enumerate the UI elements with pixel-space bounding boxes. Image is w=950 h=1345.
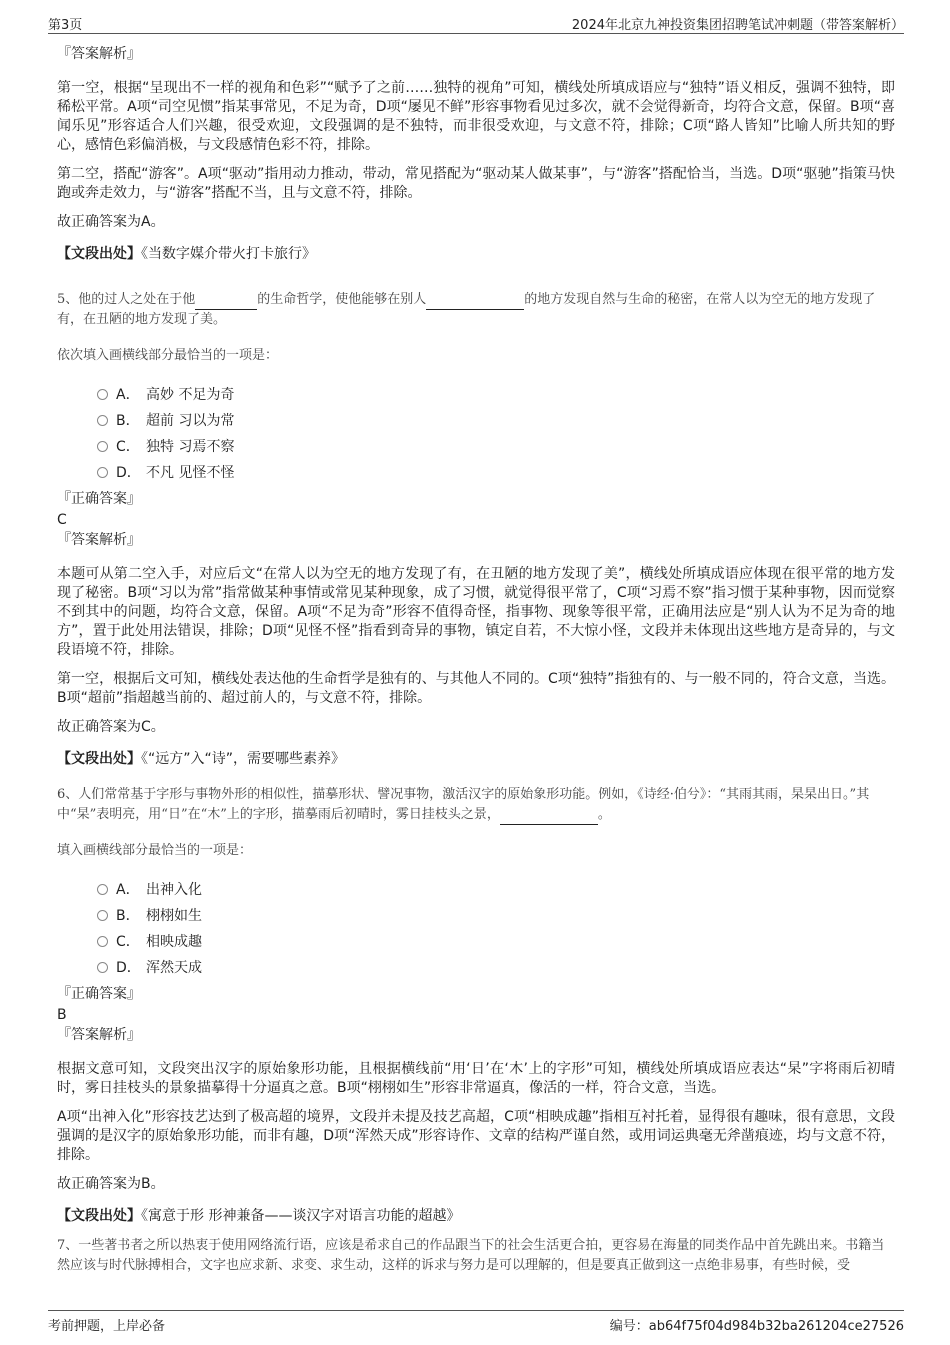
radio-icon[interactable] xyxy=(97,884,108,895)
option-letter: D． xyxy=(116,960,141,976)
document-id: 编号：ab64f75f04d984b32ba261204ce27526 xyxy=(609,1319,904,1334)
analysis-label: 『答案解析』 xyxy=(57,532,141,548)
options-list xyxy=(97,876,895,980)
options-list xyxy=(97,381,895,485)
source-tag: 【文段出处】 xyxy=(57,246,141,262)
fill-blank xyxy=(500,810,598,825)
source-tag: 【文段出处】 xyxy=(57,751,141,767)
fill-blank xyxy=(426,295,524,310)
option-text: 浑然天成 xyxy=(146,960,202,976)
footer-slogan: 考前押题，上岸必备 xyxy=(48,1319,166,1334)
page-header xyxy=(48,12,904,34)
radio-icon[interactable] xyxy=(97,936,108,947)
option-d[interactable] xyxy=(97,459,895,485)
option-text: 高妙 不足为奇 xyxy=(146,387,235,403)
source-citation xyxy=(57,244,895,264)
option-a[interactable] xyxy=(97,381,895,407)
option-c[interactable] xyxy=(97,928,895,954)
option-b[interactable] xyxy=(97,902,895,928)
option-text: 栩栩如生 xyxy=(146,908,202,924)
page-footer xyxy=(48,1310,904,1334)
option-letter: A． xyxy=(116,882,140,898)
option-text: 出神入化 xyxy=(146,882,202,898)
source-citation xyxy=(57,749,895,769)
analysis-label: 『答案解析』 xyxy=(57,1027,141,1043)
option-a[interactable] xyxy=(97,876,895,902)
analysis-paragraph: 第一空，根据后文可知，横线处表达他的生命哲学是独有的、与其他人不同的。C项“独特”指独有的、与一般不同的，符合文意，当选。B项“超前”指超越当前的、超过前人的，与文意不符，排除。 xyxy=(57,671,895,706)
option-letter: C． xyxy=(116,934,140,950)
analysis-label: 『答案解析』 xyxy=(57,46,141,62)
source-title: 《“远方”入“诗”，需要哪些素养》 xyxy=(141,751,346,767)
analysis-conclusion: 故正确答案为C。 xyxy=(57,719,165,735)
radio-icon[interactable] xyxy=(97,467,108,478)
option-letter: A． xyxy=(116,387,140,403)
analysis-paragraph: 第一空，根据“呈现出不一样的视角和色彩”“赋予了之前……独特的视角”可知，横线处所填成语应与“独特”语义相反，强调不独特，即稀松平常。A项“司空见惯”指某事常见，不足为奇，D项“屡见不鲜”形容事物看见过多次，就不会觉得新奇，均符合文意，保留。B项“喜闻乐见”形容适合人们兴趣，很受欢迎，文段强调的是不独特，而非很受欢迎，与文意不符，排除；C项“路人皆知”比喻人所共知的野心，感情色彩偏消极，与文段感情色彩不符，排除。 xyxy=(57,80,895,153)
option-c[interactable] xyxy=(97,433,895,459)
source-tag: 【文段出处】 xyxy=(57,1208,141,1224)
source-title: 《寓意于形 形神兼备——谈汉字对语言功能的超越》 xyxy=(141,1208,461,1224)
option-text: 相映成趣 xyxy=(146,934,202,950)
option-text: 不凡 见怪不怪 xyxy=(146,465,235,481)
question-text: 的地方发现自然与生命的秘密，在常人以为空无的地方发现了有，在丑陋的地方发现了美。 xyxy=(57,292,876,327)
radio-icon[interactable] xyxy=(97,910,108,921)
page-number: 第3页 xyxy=(48,18,83,33)
correct-answer: B xyxy=(57,1007,67,1023)
document-title: 2024年北京九神投资集团招聘笔试冲刺题（带答案解析） xyxy=(571,18,904,33)
question-7: 7、一些著书者之所以热衷于使用网络流行语，应该是希求自己的作品跟当下的社会生活更合拍，更容易在海量的同类作品中首先跳出来。书籍当然应该与时代脉搏相合，文字也应求新、求变、求生动，这样的诉求与努力是可以理解的，但是要真正做到这一点绝非易事，有些时候，受 xyxy=(57,1238,885,1273)
analysis-conclusion: 故正确答案为A。 xyxy=(57,214,165,230)
radio-icon[interactable] xyxy=(97,415,108,426)
question-text: 的生命哲学，使他能够在别人 xyxy=(257,292,427,307)
question-5 xyxy=(57,290,895,330)
question-6 xyxy=(57,785,895,825)
option-b[interactable] xyxy=(97,407,895,433)
question-text: 5、他的过人之处在于他 xyxy=(57,292,196,307)
analysis-paragraph: 第二空，搭配“游客”。A项“驱动”指用动力推动，带动，常见搭配为“驱动某人做某事”，与“游客”搭配恰当，当选。D项“驱驰”指策马快跑或奔走效力，与“游客”搭配不当，且与文意不符，排除。 xyxy=(57,166,895,201)
analysis-paragraph: 本题可从第二空入手，对应后文“在常人以为空无的地方发现了有，在丑陋的地方发现了美”，横线处所填成语应体现在很平常的地方发现了秘密。B项“习以为常”指常做某种事情或常见某种现象，成了习惯，就觉得很平常了，C项“习焉不察”指习惯于某种事物，因而觉察不到其中的问题，均符合文意，保留。A项“不足为奇”形容不值得奇怪，指事物、现象等很平常，正确用法应是“别人认为不足为奇的地方”，置于此处用法错误，排除；D项“见怪不怪”指看到奇异的事物，镇定自若，不大惊小怪，文段并未体现出这些地方是奇异的，与文段语境不符，排除。 xyxy=(57,566,895,658)
radio-icon[interactable] xyxy=(97,962,108,973)
option-text: 超前 习以为常 xyxy=(146,413,235,429)
question-text: 6、人们常常基于字形与事物外形的相似性，描摹形状、譬况事物，激活汉字的原始象形功能。例如，《诗经·伯兮》：“其雨其雨，杲杲出日。”其中“杲”表明亮，用“日”在“木”上的字形，描摹雨后初晴时，雾日挂枝头之景， xyxy=(57,787,870,822)
option-letter: B． xyxy=(116,413,140,429)
correct-answer-label: 『正确答案』 xyxy=(57,986,141,1002)
question-text: 。 xyxy=(597,807,611,822)
radio-icon[interactable] xyxy=(97,441,108,452)
source-title: 《当数字媒介带火打卡旅行》 xyxy=(141,246,316,262)
question-prompt: 填入画横线部分最恰当的一项是： xyxy=(57,843,253,858)
source-citation xyxy=(57,1206,895,1226)
analysis-conclusion: 故正确答案为B。 xyxy=(57,1176,165,1192)
option-text: 独特 习焉不察 xyxy=(146,439,235,455)
option-d[interactable] xyxy=(97,954,895,980)
analysis-paragraph: 根据文意可知，文段突出汉字的原始象形功能，且根据横线前“用‘日’在‘木’上的字形”可知，横线处所填成语应表达“杲”字将雨后初晴时，雾日挂枝头的景象描摹得十分逼真之意。B项“栩栩如生”形容非常逼真，像活的一样，符合文意，当选。 xyxy=(57,1061,895,1096)
analysis-paragraph: A项“出神入化”形容技艺达到了极高超的境界，文段并未提及技艺高超，C项“相映成趣”指相互衬托着，显得很有趣味，很有意思，文段强调的是汉字的原始象形功能，而非有趣，D项“浑然天成”形容诗作、文章的结构严谨自然，或用词运典毫无斧凿痕迹，均与文意不符，排除。 xyxy=(57,1109,895,1163)
document-body xyxy=(57,44,895,1276)
option-letter: D． xyxy=(116,465,141,481)
question-prompt: 依次填入画横线部分最恰当的一项是： xyxy=(57,348,279,363)
fill-blank xyxy=(195,295,257,310)
correct-answer-label: 『正确答案』 xyxy=(57,491,141,507)
option-letter: C． xyxy=(116,439,140,455)
radio-icon[interactable] xyxy=(97,389,108,400)
option-letter: B． xyxy=(116,908,140,924)
correct-answer: C xyxy=(57,512,67,528)
